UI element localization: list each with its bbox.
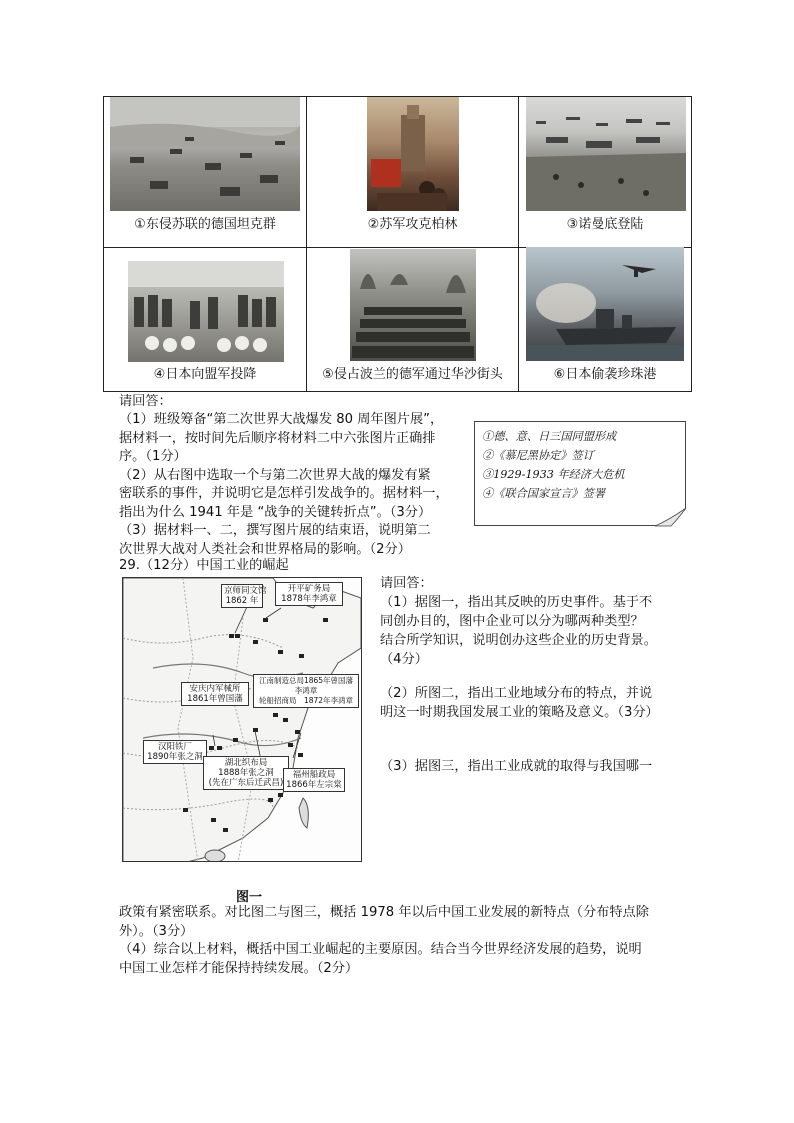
q28-line: 据材料一，按时间先后顺序将材料二中六张图片正确排: [119, 430, 436, 446]
note-item: ①德、意、日三国同盟形成: [482, 430, 617, 443]
q29-line: （2）所图二，指出工业地域分布的特点，并说: [380, 686, 653, 701]
map-label: 江南制造总局1865年曾国藩 李鸿章 轮船招商局 1872年李鸿章: [253, 674, 359, 708]
map-label: 安庆内军械所 1861年曾国藩: [181, 682, 249, 706]
map-label: 京师同文馆 1862 年: [221, 584, 263, 608]
map-label: 开平矿务局 1878年李鸿章: [275, 582, 343, 606]
photo-japan-surrender: [128, 261, 284, 362]
q29-line: （3）据图三，指出工业成就的取得与我国哪一: [380, 759, 653, 774]
q28-line: 序。（1分）: [119, 449, 187, 464]
photo-normandy: [526, 97, 686, 211]
q28-line: （3）据材料一、二，撰写图片展的结束语，说明第二: [119, 523, 431, 538]
photo-caption: ②苏军攻克柏林: [367, 217, 458, 232]
q29-prompt: 请回答：: [380, 576, 433, 591]
photo-caption: ④日本向盟军投降: [153, 367, 257, 382]
q29-line: 明这一时期我国发展工业的策略及意义。（3分）: [380, 705, 659, 720]
photo-pearl-harbor: [526, 247, 684, 361]
photo-warsaw: [350, 249, 476, 361]
photo-berlin: [367, 97, 459, 211]
q29-line: （4）综合以上材料，概括中国工业崛起的主要原因。结合当今世界经济发展的趋势，说明: [119, 942, 642, 957]
photo-caption: ⑥日本偷袭珍珠港: [553, 367, 657, 382]
q29-line: （4分）: [380, 652, 428, 667]
q28-line: （2）从右图中选取一个与第二次世界大战的爆发有紧: [119, 467, 431, 483]
q28-line: 密联系的事件，并说明它是怎样引发战争的。据材料一，: [119, 486, 449, 501]
photo-table: [103, 96, 692, 392]
q29-title: 29.（12分）中国工业的崛起: [119, 558, 289, 573]
event-note-box: [474, 421, 686, 526]
photo-caption: ③诺曼底登陆: [566, 217, 644, 232]
table-divider: [518, 97, 519, 391]
q29-line: 中国工业怎样才能保持持续发展。（2分）: [119, 960, 359, 976]
map-label: 汉阳铁厂 1890年张之洞: [143, 740, 207, 764]
page-curl-icon: [655, 508, 687, 527]
table-divider: [306, 97, 307, 391]
q29-line: 政策有紧密联系。对比图二与图三，概括 1978 年以后中国工业发展的新特点（分布特点除: [119, 905, 649, 920]
q28-line: （1）班级筹备“第二次世界大战爆发 80 周年图片展”，: [119, 412, 444, 427]
q29-line: 同创办目的，图中企业可以分为哪两种类型？: [380, 614, 644, 629]
q29-line: 结合所学知识，说明创办这些企业的历史背景。: [380, 633, 657, 648]
q28-prompt: 请回答：: [119, 394, 172, 409]
photo-caption: ⑤侵占波兰的德军通过华沙街头: [322, 367, 503, 382]
q28-line: 指出为什么 1941 年是 “战争的关键转折点”。（3分）: [119, 504, 432, 520]
map-figure-1: [122, 577, 362, 862]
note-item: ③1929-1933 年经济大危机: [482, 468, 625, 481]
q29-line: 外）。（3分）: [119, 923, 194, 939]
map-label: 湖北织布局 1888年张之洞 (先在广东后迁武昌): [203, 756, 289, 790]
photo-german-tanks: [110, 97, 300, 211]
map-label: 福州船政局 1866年左宗棠: [283, 768, 345, 792]
note-item: ②《慕尼黑协定》签订: [482, 449, 594, 462]
q29-line: （1）据图一，指出其反映的历史事件。基于不: [380, 595, 653, 610]
note-item: ④《联合国家宣言》签署: [482, 487, 606, 500]
q28-line: 次世界大战对人类社会和世界格局的影响。（2分）: [119, 541, 411, 557]
map-caption: 图一: [236, 890, 263, 905]
photo-caption: ①东侵苏联的德国坦克群: [134, 217, 276, 232]
